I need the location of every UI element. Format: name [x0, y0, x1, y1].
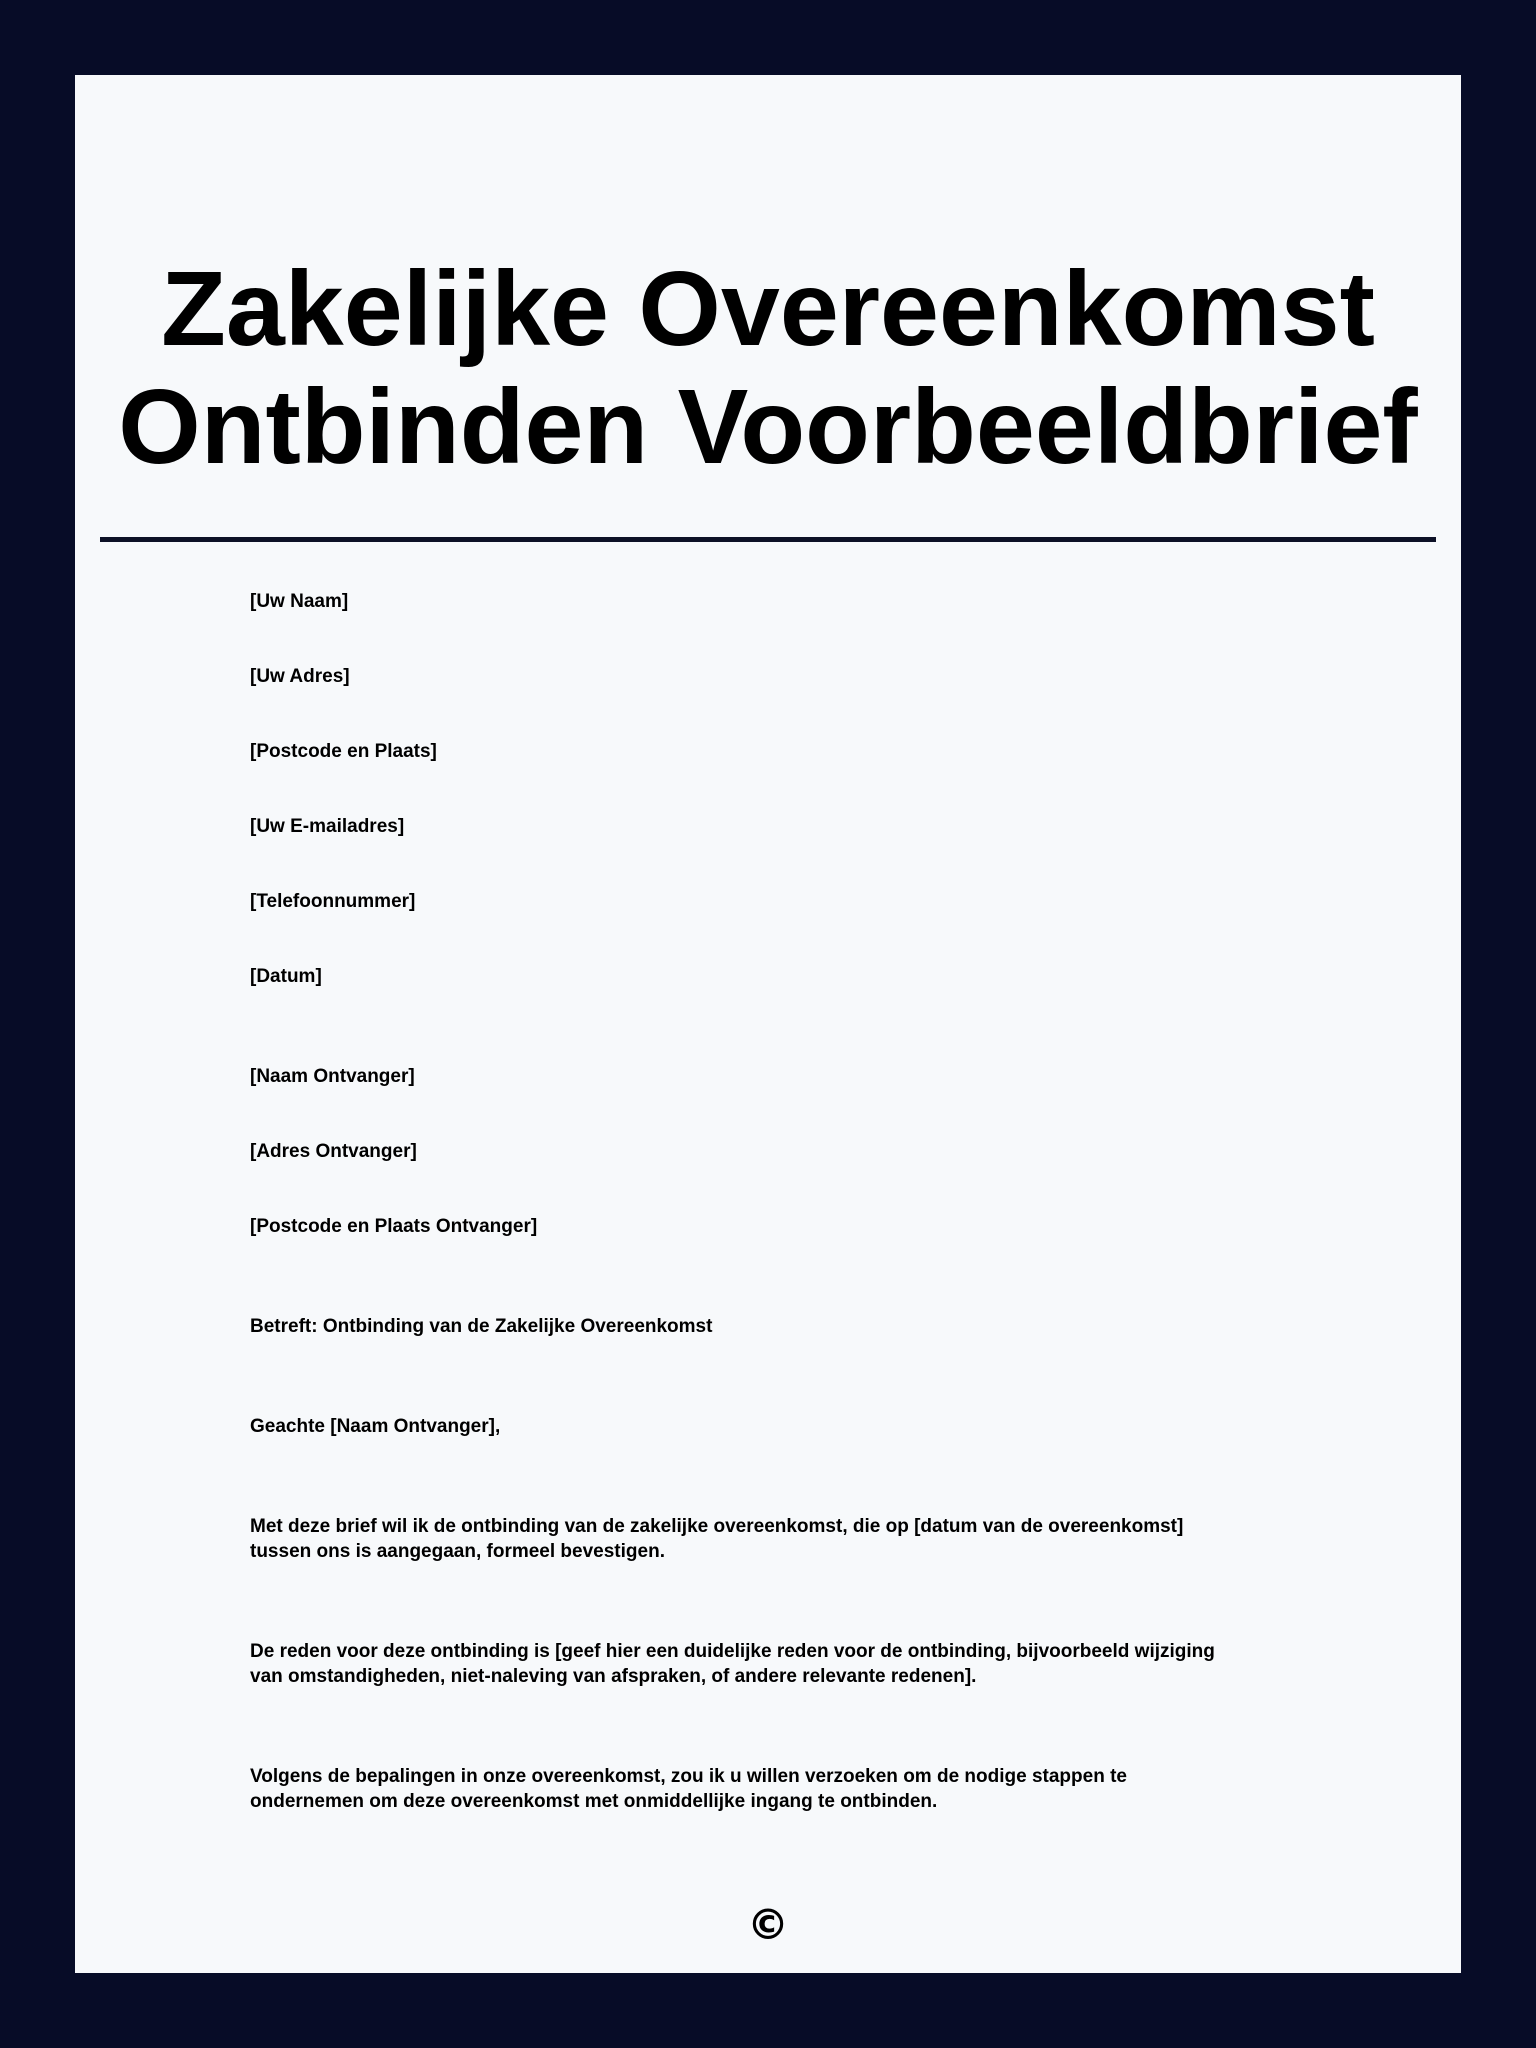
body-paragraph-3: [250, 1764, 1127, 1814]
body-paragraph-2-line-2: van omstandigheden, niet-naleving van afspraken, of andere relevante redenen].: [250, 1666, 977, 1687]
sender-name: [Uw Naam]: [250, 591, 349, 612]
title-line-2: Ontbinden Voorbeeldbrief: [118, 368, 1418, 486]
body-paragraph-2-line-1: De reden voor deze ontbinding is [geef hier een duidelijke reden voor de ontbinding, bijvoorbeeld wijziging: [250, 1641, 1215, 1662]
copyright-icon: ©: [747, 1900, 789, 1949]
sender-email: [Uw E-mailadres]: [250, 816, 405, 837]
sender-address: [Uw Adres]: [250, 666, 350, 687]
letter-salutation: Geachte [Naam Ontvanger],: [250, 1416, 501, 1437]
body-paragraph-3-line-1: Volgens de bepalingen in onze overeenkomst, zou ik u willen verzoeken om de nodige stappen te: [250, 1766, 1127, 1787]
body-paragraph-1-line-2: tussen ons is aangegaan, formeel bevestigen.: [250, 1541, 665, 1562]
page-title: [75, 250, 1461, 486]
sender-phone: [Telefoonnummer]: [250, 891, 416, 912]
recipient-address: [Adres Ontvanger]: [250, 1141, 417, 1162]
sender-postal-city: [Postcode en Plaats]: [250, 741, 437, 762]
letter-date: [Datum]: [250, 966, 322, 987]
body-paragraph-2: [250, 1639, 1215, 1689]
recipient-postal-city: [Postcode en Plaats Ontvanger]: [250, 1216, 538, 1237]
letter-subject: Betreft: Ontbinding van de Zakelijke Overeenkomst: [250, 1316, 713, 1337]
body-paragraph-1-line-1: Met deze brief wil ik de ontbinding van de zakelijke overeenkomst, die op [datum van de overeenkomst]: [250, 1516, 1184, 1537]
recipient-name: [Naam Ontvanger]: [250, 1066, 415, 1087]
title-divider: [100, 537, 1436, 542]
letter-page: [75, 75, 1461, 1973]
body-paragraph-3-line-2: ondernemen om deze overeenkomst met onmiddellijke ingang te ontbinden.: [250, 1791, 938, 1812]
body-paragraph-1: [250, 1514, 1183, 1564]
title-line-1: Zakelijke Overeenkomst: [161, 250, 1375, 368]
